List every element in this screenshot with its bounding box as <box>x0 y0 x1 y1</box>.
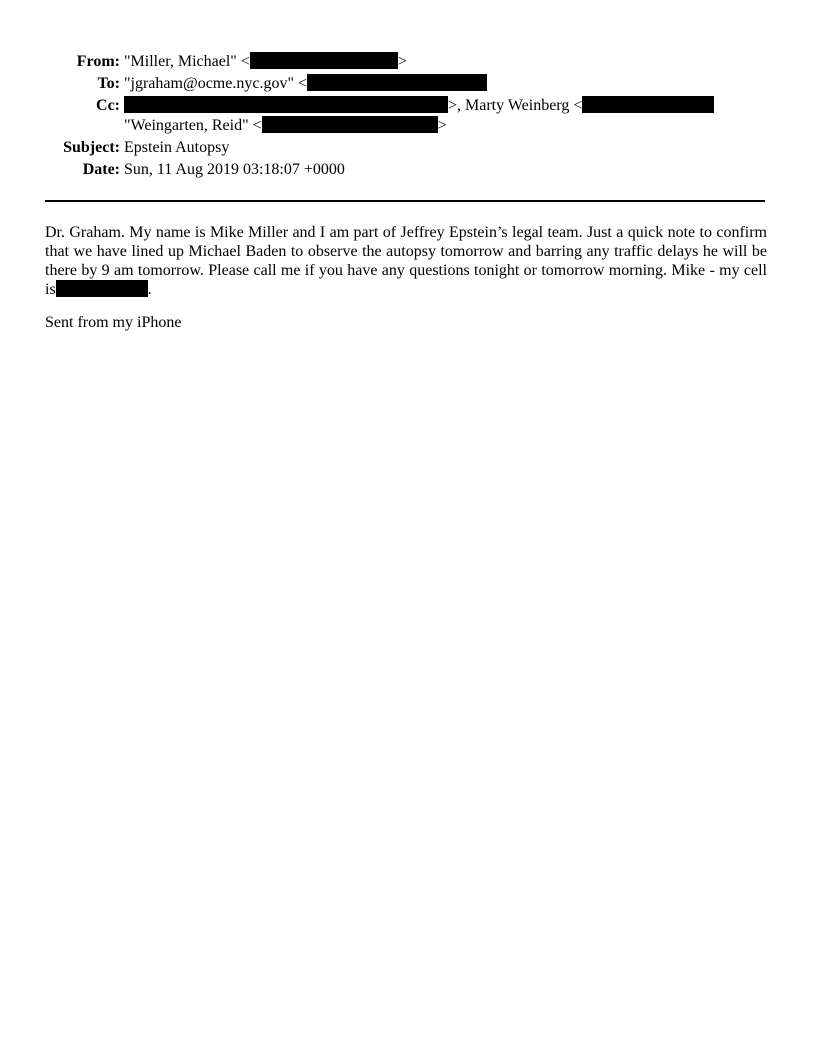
subject-label: Subject: <box>63 139 120 156</box>
date-label: Date: <box>82 161 120 178</box>
redaction-block <box>307 74 487 91</box>
redaction-block <box>262 116 438 133</box>
redaction-block <box>250 52 398 69</box>
cc-close: > <box>437 117 447 134</box>
redaction-block <box>56 280 148 297</box>
cc-second-recipient: >, Marty Weinberg < <box>448 97 583 114</box>
cc-value <box>124 96 714 116</box>
cc-third-recipient: "Weingarten, Reid" < <box>124 117 262 134</box>
to-value <box>124 74 487 94</box>
subject-value: Epstein Autopsy <box>124 139 230 156</box>
body-line <box>45 280 767 299</box>
from-name: "Miller, Michael" < <box>124 53 250 70</box>
redaction-block <box>124 96 448 113</box>
from-close: > <box>397 53 407 70</box>
from-value <box>124 52 407 72</box>
message-body <box>45 223 767 299</box>
cc-label: Cc: <box>96 97 120 114</box>
to-address: "jgraham@ocme.nyc.gov" < <box>124 75 307 92</box>
body-line-start: is <box>45 281 56 298</box>
header-divider <box>45 200 765 202</box>
signature: Sent from my iPhone <box>45 314 182 331</box>
body-line: that we have lined up Michael Baden to observe the autopsy tomorrow and barring any traffic delays he will be <box>45 243 767 260</box>
cc-value-continued <box>124 116 447 136</box>
body-line: Dr. Graham. My name is Mike Miller and I am part of Jeffrey Epstein’s legal team. Just a quick note to confirm <box>45 224 767 241</box>
body-line-end: . <box>147 281 152 298</box>
from-label: From: <box>76 53 120 70</box>
to-label: To: <box>97 75 120 92</box>
body-line: there by 9 am tomorrow. Please call me if you have any questions tonight or tomorrow morning. Mike - my cell <box>45 262 767 279</box>
redaction-block <box>582 96 714 113</box>
date-value: Sun, 11 Aug 2019 03:18:07 +0000 <box>124 161 345 178</box>
